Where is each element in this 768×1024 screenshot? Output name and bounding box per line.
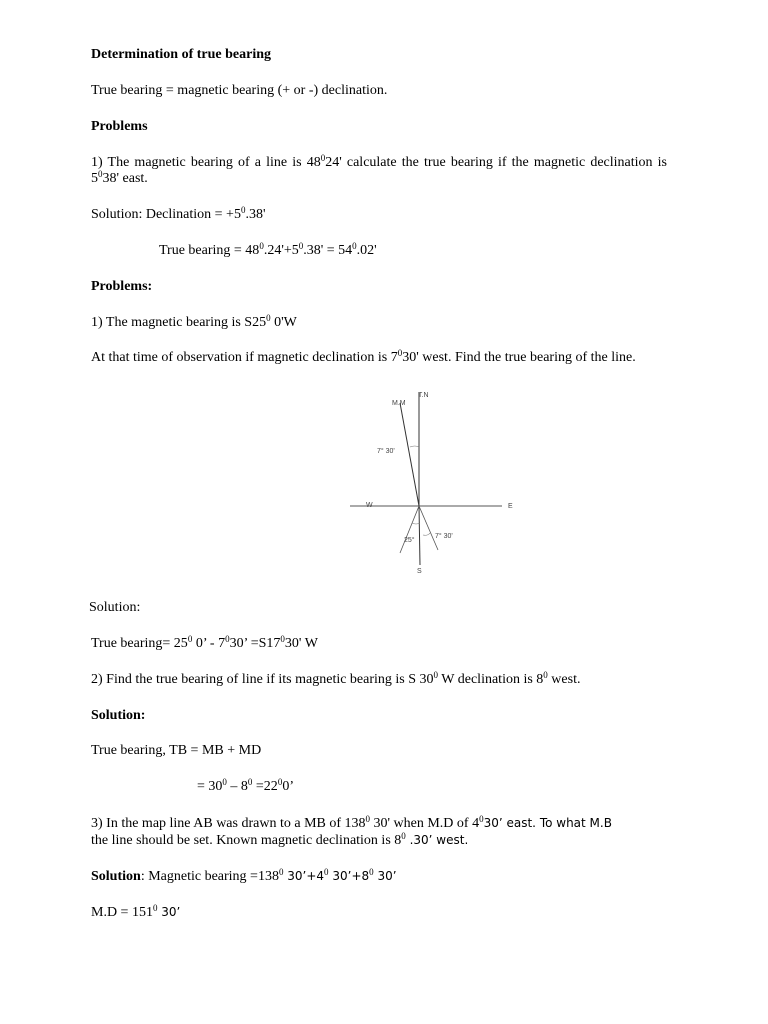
solution-label-2: Solution:: [91, 708, 146, 723]
problem-1-text: 1) The magnetic bearing of a line is $48^024'$ calculate the true bearing if the magnetic declination is $5^038'$ east.: [91, 153, 667, 186]
problem-2-text: 1) The magnetic bearing is $S25^0$ 0'W: [91, 313, 297, 330]
magnetic-north-line: [400, 403, 419, 506]
angle-arc-bottom-right: [423, 533, 430, 535]
magnetic-south-line: [419, 506, 438, 550]
solution-1-true-bearing: True bearing = $48^0.24'+5^0.38' = 54^0.02'$: [159, 241, 377, 258]
label-tn: T.N: [418, 392, 429, 399]
solution-3-calculation: = $30^0 - 8^0 =22^00$’: [197, 777, 294, 794]
solution-1-declination: Solution: Declination = $+5^0.38'$: [91, 205, 266, 222]
problem-3-text: 2) Find the true bearing of line if its magnetic bearing is S $30^0$ W declination is $8^0$ west.: [91, 670, 581, 687]
problems-heading-2: Problems:: [91, 279, 153, 294]
south-line: [419, 506, 420, 565]
angle-arc-top: [410, 446, 419, 447]
bearing-diagram: [350, 385, 520, 575]
solution-4-md: $M.D = 151^0$ 30’: [91, 903, 181, 920]
solution-2-true-bearing: True bearing= $25^0$ 0’ - $7^030$’ $=S17^030'$ W: [91, 634, 318, 651]
solution-label: Solution:: [89, 600, 141, 615]
label-angle-bottom: 7° 30': [435, 533, 453, 540]
label-mm: M.M: [392, 400, 406, 407]
bearing-line: [400, 506, 419, 553]
label-angle-top: 7° 30': [377, 448, 395, 455]
problem-4-text: 3) In the map line AB was drawn to a MB of $138^0$ 30' when M.D of $4^030$’ east. To what M.B the line should be set. Known magnetic declination is $8^0$ .30’ west.: [91, 814, 612, 848]
solution-4-magnetic-bearing: Solution: Magnetic bearing $=138^0$ $30’+4^0$ $30’+8^0$ 30’: [91, 867, 397, 884]
problems-heading: Problems: [91, 119, 148, 134]
label-e: E: [508, 503, 513, 510]
label-s: S: [417, 568, 422, 575]
label-w: W: [366, 502, 373, 509]
problem-2-continuation: At that time of observation if magnetic declination is $7^030'$ west. Find the true bearing of the line.: [91, 348, 636, 365]
solution-3-formula: True bearing, TB = MB + MD: [91, 743, 262, 758]
heading: Determination of true bearing: [91, 47, 272, 62]
label-angle-25: 25°: [404, 537, 415, 544]
formula: True bearing = magnetic bearing (+ or -) declination.: [91, 83, 388, 98]
